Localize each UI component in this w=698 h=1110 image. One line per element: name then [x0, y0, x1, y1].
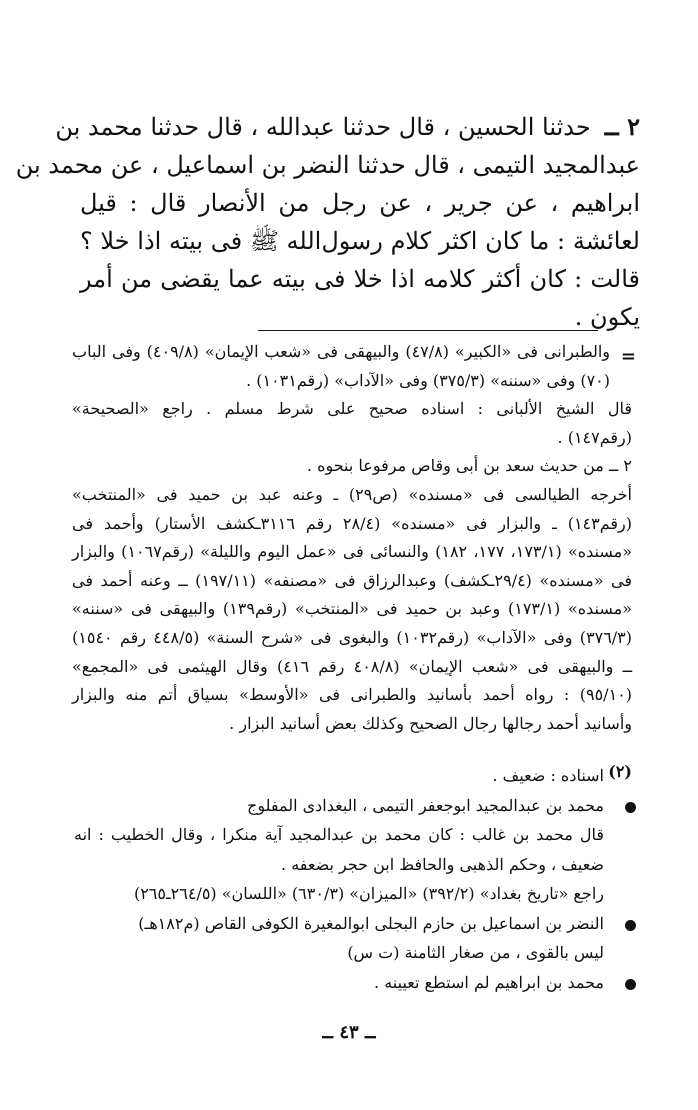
footnote-line [72, 681, 632, 710]
reference-label: (٢) [608, 762, 632, 781]
narrator-line-text: ضعيف ، وحكم الذهبى والحافظ ابن حجر بضعفه . [281, 854, 604, 874]
hadith-line-text: حدثنا الحسين ، قال حدثنا عبدالله ، قال حدثنا محمد بن [55, 113, 591, 141]
hadith-line [80, 222, 640, 260]
footnote-divider [258, 330, 598, 331]
footnote-line-text: قال الشيخ الألبانى : اسناده صحيح على شرط مسلم . راجع «الصحيحة» [72, 399, 632, 419]
continuation-mark: = [620, 346, 636, 367]
narrator-line [74, 968, 604, 998]
footnote-line [72, 653, 632, 682]
footnote-line [72, 338, 632, 367]
narrator-line-text: محمد بن ابراهيم لم استطع تعيينه . [374, 972, 604, 992]
narrator-notes [74, 761, 604, 997]
footnote-line [72, 567, 632, 596]
footnote-line [72, 510, 632, 539]
hadith-line [80, 184, 640, 222]
bullet-icon [625, 979, 636, 990]
hadith-line [80, 260, 640, 298]
footnote-line-text: والطبرانى فى «الكبير» (٤٧/٨) والبيهقى فى «شعب الإيمان» (٤٠٩/٨) وفى الباب [72, 342, 611, 361]
narrator-line-text: النضر بن اسماعيل بن حازم البجلى ابوالمغيرة الكوفى القاص (م١٨٢هـ) [138, 913, 604, 933]
narrator-line [74, 761, 604, 791]
hadith-line [15, 146, 640, 184]
narrator-line [74, 879, 604, 909]
footnote-line-text: (٧٠) وفى «سننه» (٣٧٥/٣) وفى «الآداب» (رقم١٠٣١) . [246, 370, 610, 390]
hadith-line-text: قالت : كان أكثر كلامه اذا خلا فى بيته عما يقضى من أمر [80, 265, 640, 293]
hadith-line-text: ابراهيم ، عن جرير ، عن رجل من الأنصار قال : قيل [80, 189, 640, 217]
footnotes [72, 338, 632, 738]
footnote-line [72, 481, 632, 510]
footnote-line-text: «مسنده» (١٧٣/١، ١٧٧، ١٨٢) والنسائى فى «عمل اليوم والليلة» (رقم١٠٦٧) والبزار [72, 542, 632, 562]
footnote-line [72, 367, 632, 396]
narrator-line-text: ليس بالقوى ، من صغار الثامنة (ت س) [347, 943, 604, 962]
narrator-line [74, 850, 604, 880]
narrator-line-text: اسناده : ضعيف . [492, 766, 604, 785]
footnote-line-text: (٣٧٦/٣) وفى «الآداب» (رقم١٠٣٢) والبغوى فى «شرح السنة» (٤٤٨/٥ رقم ١٥٤٠) [72, 627, 633, 647]
hadith-line-text: عبدالمجيد التيمى ، قال حدثنا النضر بن اسماعيل ، عن محمد بن [15, 151, 640, 179]
footnote-line-text: أخرجه الطيالسى فى «مسنده» (ص٢٩) ـ وعنه عبد بن حميد فى «المنتخب» [72, 484, 633, 504]
narrator-line [74, 820, 604, 850]
bullet-icon [625, 920, 636, 931]
footnote-line [72, 452, 632, 481]
narrator-line [74, 791, 604, 821]
hadith-line-text: يكون . [574, 303, 640, 331]
footnote-line [72, 424, 632, 453]
footnote-line [72, 710, 632, 739]
footnote-line [72, 624, 632, 653]
footnote-line-text: (رقم١٤٧) . [557, 427, 632, 447]
footnote-line-text: (رقم١٤٣) ـ والبزار فى «مسنده» (٢٨/٤ رقم ٣١١٦ـكشف الأستار) وأحمد فى [72, 513, 632, 533]
hadith-line-text: لعائشة : ما كان اكثر كلام رسول‌الله ﷺ فى بيته اذا خلا ؟ [80, 227, 640, 255]
footnote-line [72, 395, 632, 424]
footnote-line-text: ٢ ــ من حديث سعد بن أبى وقاص مرفوعا بنحوه . [306, 456, 632, 476]
footnote-line [72, 595, 632, 624]
narrator-line-text: قال محمد بن غالب : كان محمد بن عبدالمجيد آية منكرا ، وقال الخطيب : انه [74, 825, 604, 844]
footnote-line-text: «مسنده» (١٧٣/١) وعبد بن حميد فى «المنتخب» (رقم١٣٩) والبيهقى فى «سننه» [72, 599, 632, 619]
narrator-line-text: راجع «تاريخ بغداد» (٣٩٢/٢) «الميزان» (٦٣٠/٣) «اللسان» (٢٦٤/٥ـ٢٦٥) [133, 884, 604, 903]
bullet-icon [625, 802, 636, 813]
footnote-line-text: وأسانيد أحمد رجالها رجال الصحيح وكذلك بعض أسانيد البزار . [229, 713, 632, 733]
narrator-line-text: محمد بن عبدالمجيد ابوجعفر التيمى ، البغدادى المفلوج [246, 795, 604, 815]
hadith-text [15, 108, 640, 336]
footnote-line-text: فى «مسنده» (٢٩/٤ـكشف) وعبدالرزاق فى «مصنفه» (١٩٧/١١) ــ وعنه أحمد فى [72, 570, 632, 590]
footnote-line-text: (٩٥/١٠) : رواه أحمد بأسانيد والطبرانى فى «الأوسط» بسياق أتم منه والبزار [72, 685, 632, 705]
footnote-line [72, 538, 632, 567]
narrator-line [74, 938, 604, 968]
hadith-number: ٢ ــ [604, 112, 640, 141]
narrator-line [74, 909, 604, 939]
hadith-line [55, 108, 640, 146]
footnote-line-text: ــ والبيهقى فى «شعب الإيمان» (٤٠٨/٨ رقم ٤١٦) وقال الهيثمى فى «المجمع» [72, 656, 633, 676]
page-number: ــ ٤٣ ــ [322, 1022, 376, 1043]
